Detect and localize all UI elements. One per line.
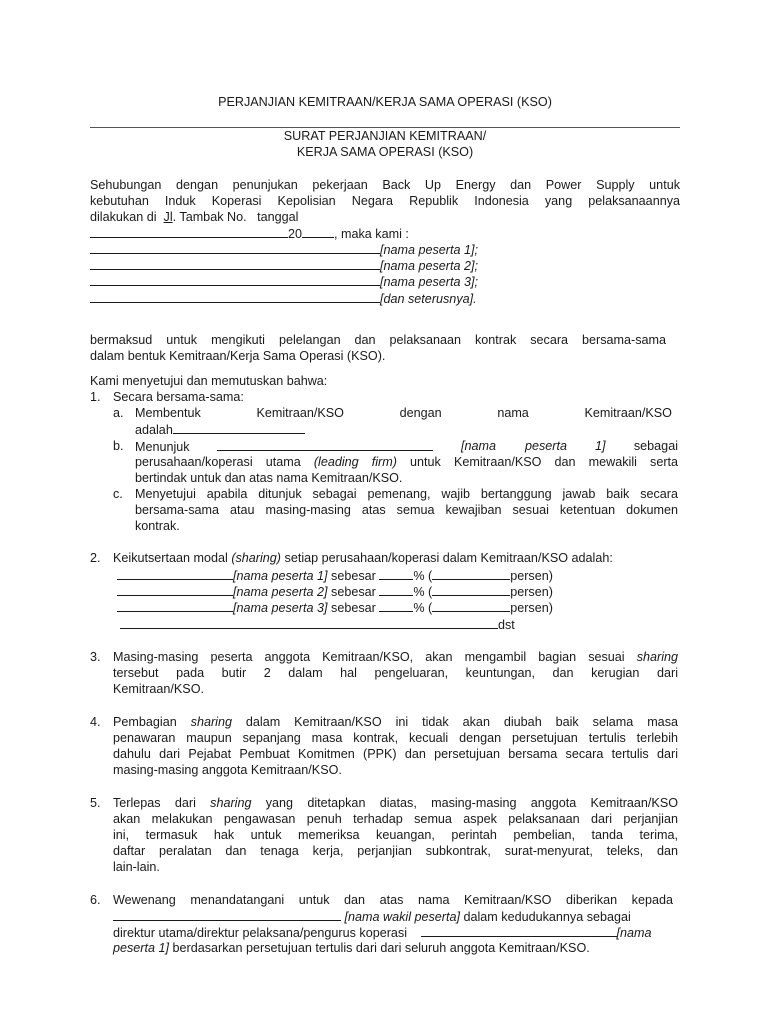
participant-name: [nama peserta 2];	[380, 259, 479, 273]
sharing-row	[117, 567, 707, 584]
item-5-line-4: daftar peralatan dan tenaga kerja, perjanjian subkontrak, surat-menyurat, teleks, dan	[113, 844, 678, 858]
text: (sharing)	[231, 551, 282, 565]
word: Menunjuk	[135, 440, 190, 454]
sharing-persen: persen)	[510, 601, 553, 615]
item-6-number: 6.	[90, 893, 101, 907]
blank-line	[379, 567, 413, 580]
item-4-line-4: masing-masing anggota Kemitraan/KSO.	[113, 763, 342, 777]
sharing-persen: persen)	[510, 569, 553, 583]
sharing-name: [nama peserta 1]	[233, 569, 328, 583]
document-header-title: PERJANJIAN KEMITRAAN/KERJA SAMA OPERASI (KSO)	[218, 95, 552, 109]
blank-line	[90, 257, 380, 270]
blank-line	[113, 908, 341, 921]
item-6-line-4	[113, 940, 678, 956]
purpose-line-1: bermaksud untuk mengikuti pelelangan dan pelaksanaan kontrak secara bersama-sama	[90, 333, 666, 347]
word: sebagai	[633, 439, 678, 453]
text: Keikutsertaan modal	[113, 551, 228, 565]
intro-l3d: tanggal	[257, 210, 299, 224]
item-1c-label: c.	[113, 487, 123, 501]
participant-name: [nama peserta 1];	[380, 243, 479, 257]
participant-name: [dan seterusnya].	[380, 292, 477, 306]
word: Membentuk	[135, 406, 201, 420]
agree-line: Kami menyetujui dan memutuskan bahwa:	[90, 374, 328, 388]
sharing-row	[117, 583, 707, 600]
blank-line	[217, 438, 433, 451]
blank-line	[421, 924, 617, 937]
item-5-line-1	[113, 795, 678, 811]
text: peserta 1]	[113, 941, 170, 955]
intro-l3a: dilakukan di	[90, 210, 157, 224]
dst-text: dst	[498, 618, 515, 632]
text: sharing	[210, 796, 252, 810]
text: setiap perusahaan/koperasi dalam Kemitraan/KSO adalah:	[284, 551, 613, 565]
blank-line	[90, 290, 380, 303]
word: dengan	[399, 406, 442, 420]
participant-line	[90, 241, 680, 258]
item-6-line-2	[113, 908, 678, 925]
adalah-text: adalah	[135, 423, 173, 437]
sharing-name: [nama peserta 3]	[233, 601, 328, 615]
word: Kemitraan/KSO	[584, 406, 672, 420]
item-1c-line-2: bersama-sama atau masing-masing atas semua kewajiban sesuai ketentuan dokumen	[135, 503, 678, 517]
blank-line	[379, 599, 413, 612]
word: 1]	[595, 439, 606, 453]
text: dalam kedudukannya sebagai	[463, 910, 631, 924]
item-5-line-3: ini, termasuk hak untuk memeriksa keuangan, perintah pembelian, tanda terima,	[113, 828, 678, 842]
text: direktur utama/direktur pelaksana/pengurus koperasi	[113, 926, 408, 940]
sharing-name: [nama peserta 2]	[233, 585, 328, 599]
item-1a-label: a.	[113, 406, 124, 420]
word: nama	[497, 406, 529, 420]
text: Pembagian	[113, 715, 177, 729]
intro-l3c: . Tambak No.	[172, 210, 247, 224]
participant-line	[90, 257, 680, 274]
blank-line	[90, 273, 380, 286]
item-3-number: 3.	[90, 650, 101, 664]
text: (leading firm)	[313, 455, 397, 469]
item-1c-line-3: kontrak.	[135, 519, 180, 533]
sharing-persen: persen)	[510, 585, 553, 599]
sharing-sebesar: sebesar	[331, 601, 376, 615]
blank-line	[117, 583, 233, 596]
sharing-pct: % (	[413, 601, 433, 615]
item-4-line-3: dahulu dari Pejabat Pembuat Komitmen (PPK) dan persetujuan bersama secara tertulis dari	[113, 747, 678, 761]
blank-line	[90, 225, 288, 238]
intro-jl: Jl	[163, 210, 173, 224]
item-1a-line-2	[135, 421, 680, 438]
sharing-sebesar: sebesar	[331, 569, 376, 583]
blank-line	[90, 241, 380, 254]
item-6-line-1: Wewenang menandatangani untuk dan atas nama Kemitraan/KSO diberikan kepada	[113, 893, 673, 907]
heading-line-1: SURAT PERJANJIAN KEMITRAAN/	[283, 129, 487, 143]
item-3-line-2: tersebut pada butir 2 dalam hal pengeluaran, keuntungan, dan kerugian dari	[113, 666, 678, 680]
participant-name: [nama peserta 3];	[380, 275, 479, 289]
item-2-line-1	[113, 550, 680, 566]
item-6-line-3	[113, 924, 678, 941]
blank-line	[379, 583, 413, 596]
text: yang ditetapkan diatas, masing-masing anggota Kemitraan/KSO	[265, 796, 679, 810]
item-5-line-2: akan melakukan pengawasan penuh terhadap semua aspek pelaksanaan dari perjanjian	[113, 812, 678, 826]
participant-line	[90, 290, 680, 307]
item-1b-line-2	[135, 454, 678, 470]
word: peserta	[525, 439, 568, 453]
item-4-number: 4.	[90, 715, 101, 729]
sharing-pct: % (	[413, 569, 433, 583]
blank-line	[117, 567, 233, 580]
item-5-number: 5.	[90, 796, 101, 810]
intro-line-4	[90, 225, 680, 242]
sharing-sebesar: sebesar	[331, 585, 376, 599]
blank-line	[432, 583, 510, 596]
item-3-line-1	[113, 649, 678, 665]
purpose-line-2: dalam bentuk Kemitraan/Kerja Sama Operasi (KSO).	[90, 349, 386, 363]
intro-l4a: 20	[288, 227, 303, 241]
item-4-line-1	[113, 714, 678, 730]
intro-line-2: kebutuhan Induk Koperasi Kepolisian Negara Republik Indonesia yang pelaksanaannya	[90, 194, 680, 208]
sharing-dst-row	[120, 616, 710, 633]
sharing-row	[117, 599, 707, 616]
item-3-line-3: Kemitraan/KSO.	[113, 682, 204, 696]
blank-line	[173, 421, 305, 434]
heading-line-2: KERJA SAMA OPERASI (KSO)	[296, 145, 474, 159]
item-1b-label: b.	[113, 439, 124, 453]
text: Terlepas dari	[113, 796, 196, 810]
item-1b-line-3: bertindak untuk dan atas nama Kemitraan/KSO.	[135, 471, 403, 485]
participant-line	[90, 273, 680, 290]
item-1a-line-1	[135, 405, 672, 421]
text: sharing	[636, 650, 679, 664]
text: [nama wakil peserta]	[344, 910, 460, 924]
item-1-text: Secara bersama-sama:	[113, 390, 244, 404]
text: berdasarkan persetujuan tertulis dari dari seluruh anggota Kemitraan/KSO.	[172, 941, 590, 955]
item-1-number: 1.	[90, 390, 101, 404]
blank-line	[120, 616, 498, 629]
sharing-pct: % (	[413, 585, 433, 599]
word: Kemitraan/KSO	[256, 406, 344, 420]
blank-line	[117, 599, 233, 612]
blank-line	[432, 567, 510, 580]
text: sharing	[190, 715, 232, 729]
text: untuk Kemitraan/KSO dan mewakili serta	[410, 455, 679, 469]
intro-l4b: , maka kami :	[334, 227, 409, 241]
intro-line-3	[90, 209, 680, 225]
text: [nama	[616, 926, 652, 940]
item-1b-line-1	[135, 438, 678, 455]
word: [nama	[461, 439, 497, 453]
text: Masing-masing peserta anggota Kemitraan/KSO, akan mengambil bagian sesuai	[113, 650, 625, 664]
blank-line	[432, 599, 510, 612]
text: dalam Kemitraan/KSO ini tidak akan diubah baik selama masa	[245, 715, 678, 729]
text: perusahaan/koperasi utama	[135, 455, 301, 469]
blank-line	[302, 225, 334, 238]
item-5-line-5: lain-lain.	[113, 860, 160, 874]
item-1c-line-1: Menyetujui apabila ditunjuk sebagai pemenang, wajib bertanggung jawab baik secara	[135, 487, 678, 501]
intro-line-1: Sehubungan dengan penunjukan pekerjaan Back Up Energy dan Power Supply untuk	[90, 178, 680, 192]
item-2-number: 2.	[90, 551, 101, 565]
item-4-line-2: penawaran maupun sepanjang masa kontrak, kecuali dengan persetujuan tertulis terlebih	[113, 731, 678, 745]
